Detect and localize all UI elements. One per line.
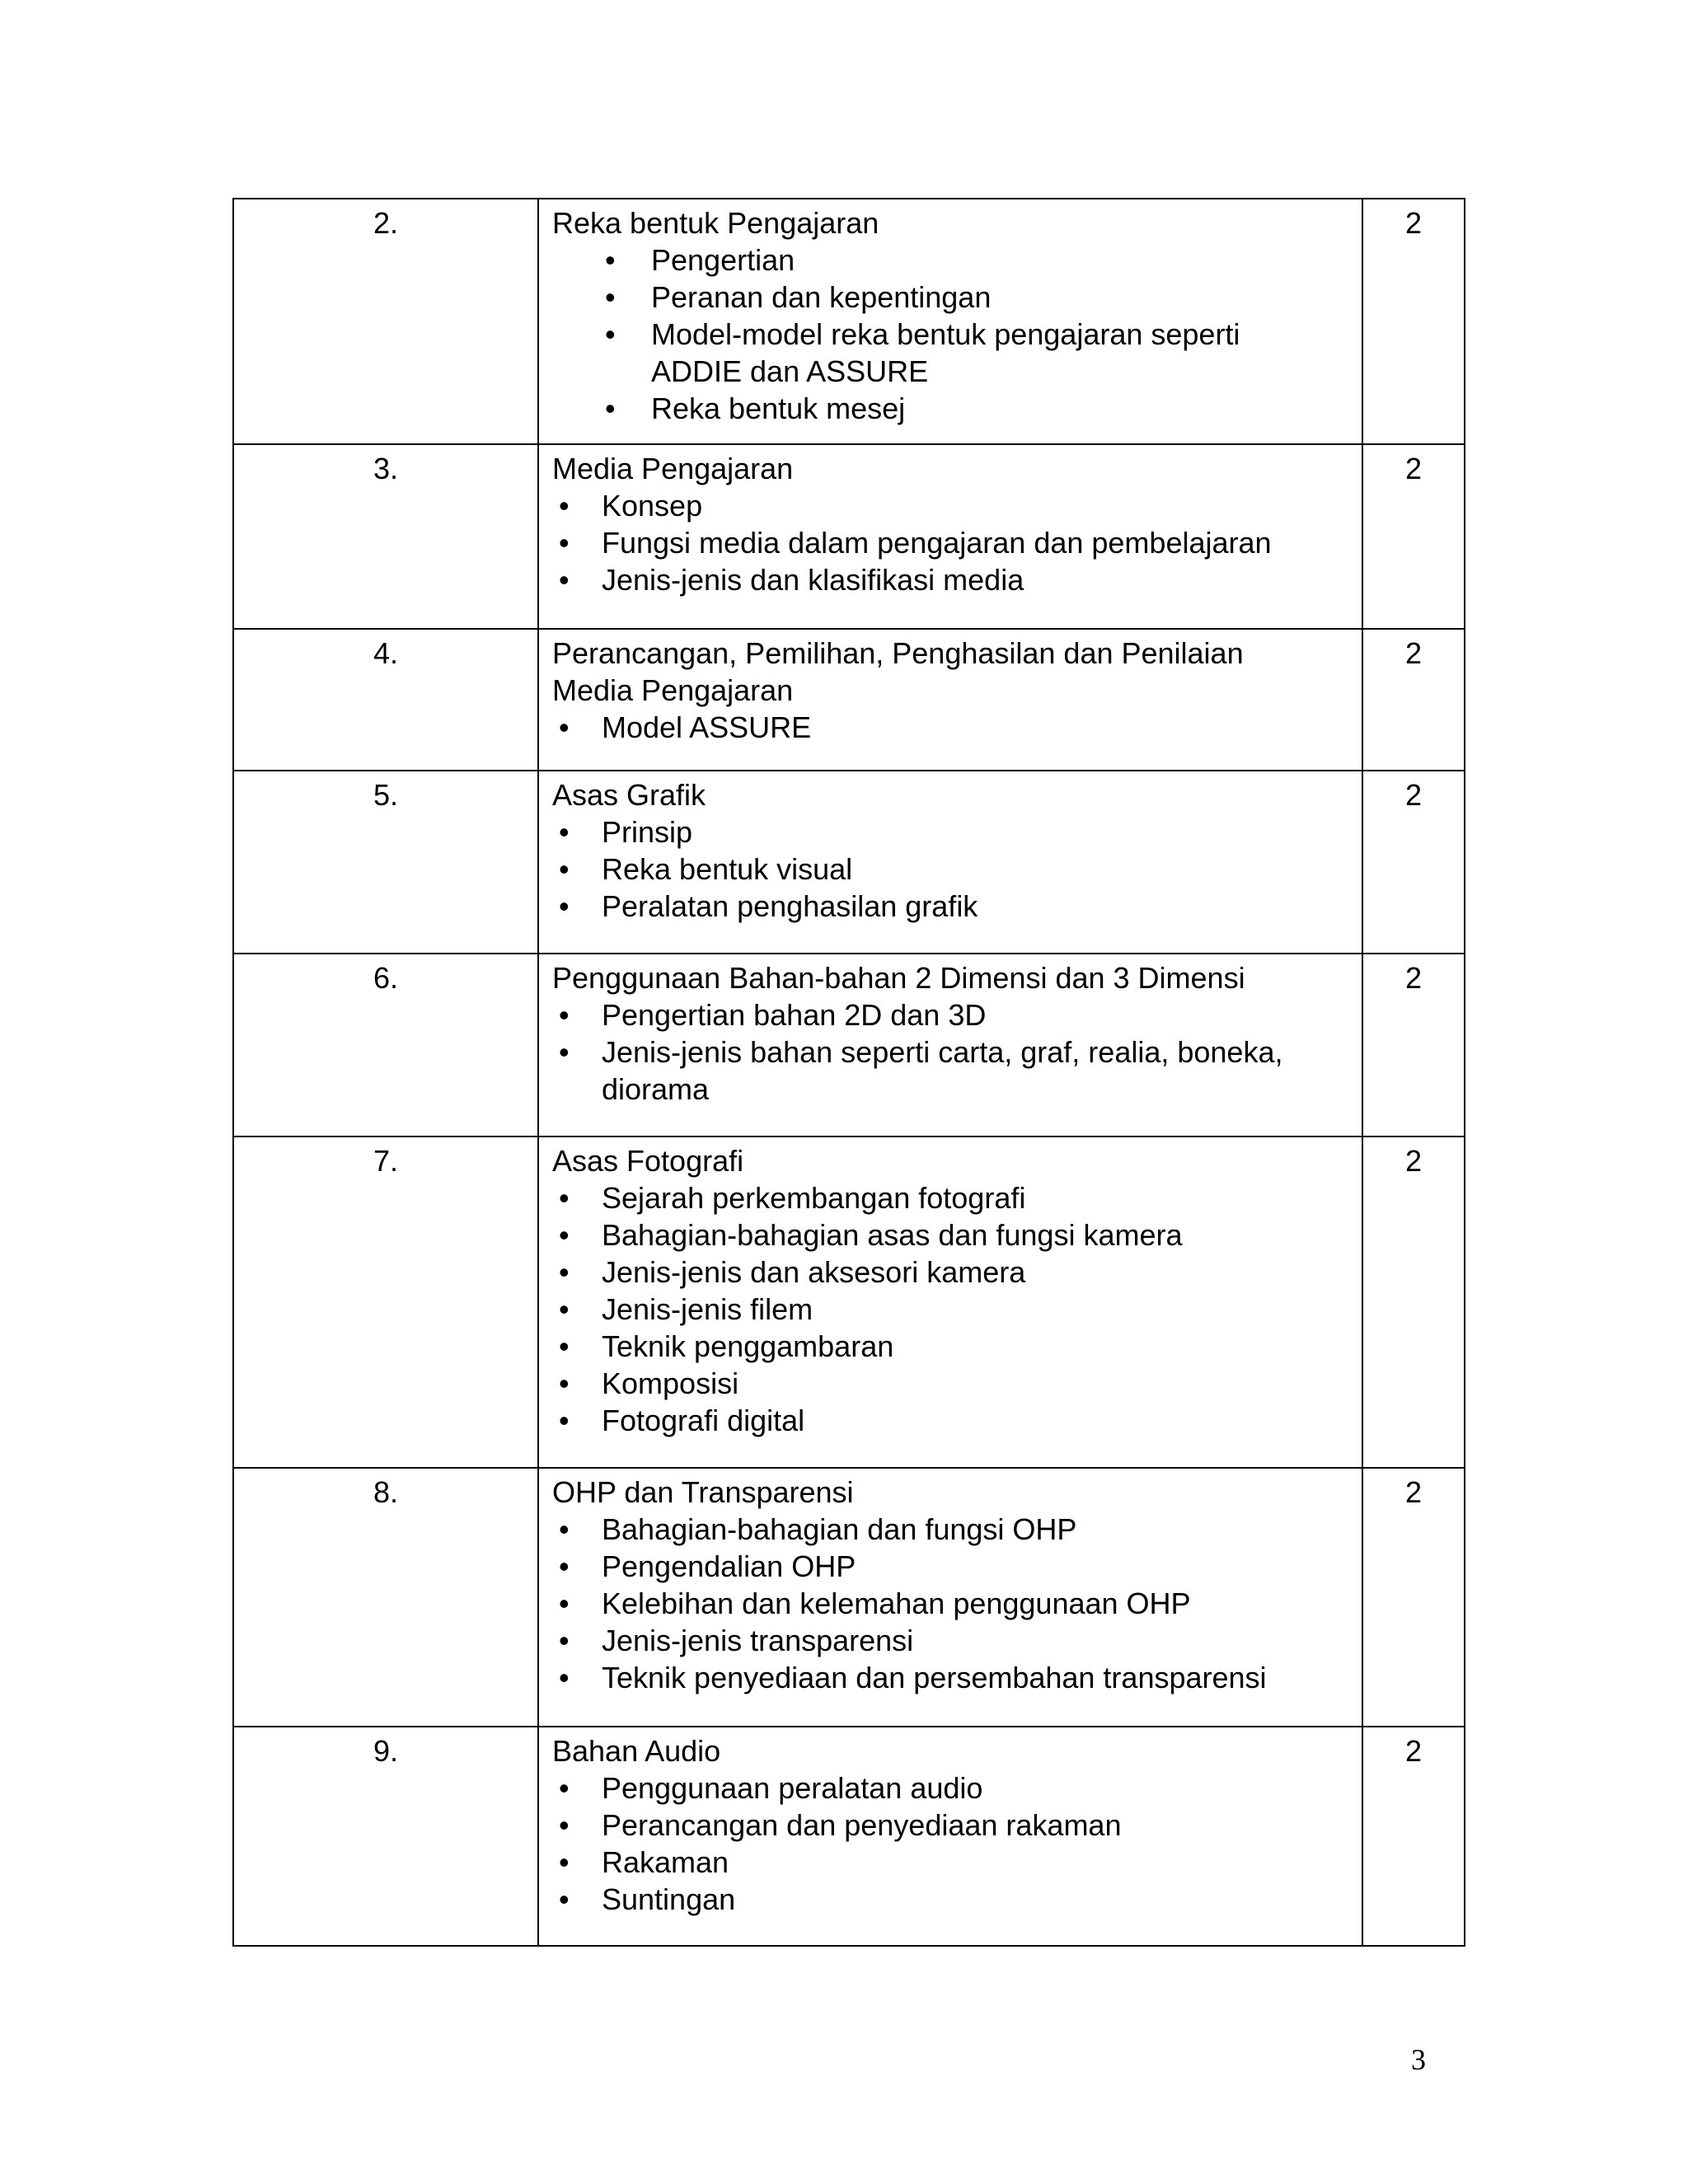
list-item: • Fungsi media dalam pengajaran dan pembelajaran <box>552 524 1348 561</box>
list-item: • Teknik penggambaran <box>552 1328 1348 1365</box>
table-row <box>233 629 1465 771</box>
list-item: • Jenis-jenis filem <box>552 1291 1348 1328</box>
subtopic-list <box>552 1769 1348 1918</box>
topic-content <box>538 954 1362 1137</box>
list-item: • Reka bentuk visual <box>552 851 1348 888</box>
list-item: • Model-model reka bentuk pengajaran seperti ADDIE dan ASSURE <box>552 316 1348 390</box>
table-row <box>233 1727 1465 1946</box>
table-row <box>233 444 1465 629</box>
topic-content <box>538 629 1362 771</box>
list-item: • Pengertian <box>552 241 1348 279</box>
topic-number: 6. <box>233 954 538 1137</box>
list-item: • Teknik penyediaan dan persembahan transparensi <box>552 1659 1348 1696</box>
list-item: • Reka bentuk mesej <box>552 390 1348 427</box>
list-item: • Rakaman <box>552 1844 1348 1881</box>
topic-number: 4. <box>233 629 538 771</box>
subtopic-list <box>552 996 1348 1108</box>
subtopic-list <box>552 487 1348 598</box>
list-item: • Jenis-jenis dan aksesori kamera <box>552 1254 1348 1291</box>
topic-content <box>538 1727 1362 1946</box>
topic-number: 2. <box>233 199 538 444</box>
topic-hours: 2 <box>1362 1727 1465 1946</box>
list-item: • Sejarah perkembangan fotografi <box>552 1179 1348 1216</box>
topic-number: 3. <box>233 444 538 629</box>
topic-title: OHP dan Transparensi <box>552 1475 854 1509</box>
topic-title: Media Pengajaran <box>552 452 794 485</box>
topic-content <box>538 1137 1362 1468</box>
topic-number: 9. <box>233 1727 538 1946</box>
list-item: • Fotografi digital <box>552 1402 1348 1439</box>
topic-content <box>538 771 1362 954</box>
table-row <box>233 1137 1465 1468</box>
list-item: • Jenis-jenis dan klasifikasi media <box>552 561 1348 598</box>
topic-hours: 2 <box>1362 444 1465 629</box>
list-item: • Jenis-jenis transparensi <box>552 1622 1348 1659</box>
topic-number: 5. <box>233 771 538 954</box>
topic-title: Bahan Audio <box>552 1734 721 1768</box>
list-item: • Bahagian-bahagian dan fungsi OHP <box>552 1511 1348 1548</box>
list-item: • Perancangan dan penyediaan rakaman <box>552 1807 1348 1844</box>
topic-hours: 2 <box>1362 771 1465 954</box>
topic-title: Reka bentuk Pengajaran <box>552 206 879 240</box>
list-item: • Penggunaan peralatan audio <box>552 1769 1348 1807</box>
topic-title: Asas Fotografi <box>552 1144 744 1178</box>
topic-hours: 2 <box>1362 199 1465 444</box>
table-row <box>233 771 1465 954</box>
page-number: 3 <box>1411 2043 1426 2076</box>
list-item: • Komposisi <box>552 1365 1348 1402</box>
list-item: • Pengendalian OHP <box>552 1548 1348 1585</box>
topic-title: Asas Grafik <box>552 778 706 812</box>
table-row <box>233 1468 1465 1727</box>
topic-hours: 2 <box>1362 1137 1465 1468</box>
list-item: • Kelebihan dan kelemahan penggunaan OHP <box>552 1585 1348 1622</box>
topic-hours: 2 <box>1362 954 1465 1137</box>
list-item: • Prinsip <box>552 813 1348 851</box>
topic-number: 7. <box>233 1137 538 1468</box>
table-row <box>233 954 1465 1137</box>
topic-hours: 2 <box>1362 629 1465 771</box>
syllabus-table <box>232 198 1465 1947</box>
list-item: • Model ASSURE <box>552 709 1348 746</box>
list-item: • Konsep <box>552 487 1348 524</box>
subtopic-list <box>552 241 1348 427</box>
subtopic-list <box>552 709 1348 746</box>
subtopic-list <box>552 1179 1348 1439</box>
list-item: • Pengertian bahan 2D dan 3D <box>552 996 1348 1033</box>
topic-content <box>538 199 1362 444</box>
list-item: • Jenis-jenis bahan seperti carta, graf, realia, boneka, diorama <box>552 1033 1348 1108</box>
topic-title: Penggunaan Bahan-bahan 2 Dimensi dan 3 Dimensi <box>552 961 1245 995</box>
subtopic-list <box>552 1511 1348 1696</box>
topic-hours: 2 <box>1362 1468 1465 1727</box>
topic-title: Perancangan, Pemilihan, Penghasilan dan Penilaian Media Pengajaran <box>552 636 1244 707</box>
list-item: • Peranan dan kepentingan <box>552 279 1348 316</box>
table-row <box>233 199 1465 444</box>
list-item: • Peralatan penghasilan grafik <box>552 888 1348 925</box>
topic-content <box>538 1468 1362 1727</box>
list-item: • Suntingan <box>552 1881 1348 1918</box>
topic-content <box>538 444 1362 629</box>
subtopic-list <box>552 813 1348 925</box>
list-item: • Bahagian-bahagian asas dan fungsi kamera <box>552 1216 1348 1254</box>
topic-number: 8. <box>233 1468 538 1727</box>
